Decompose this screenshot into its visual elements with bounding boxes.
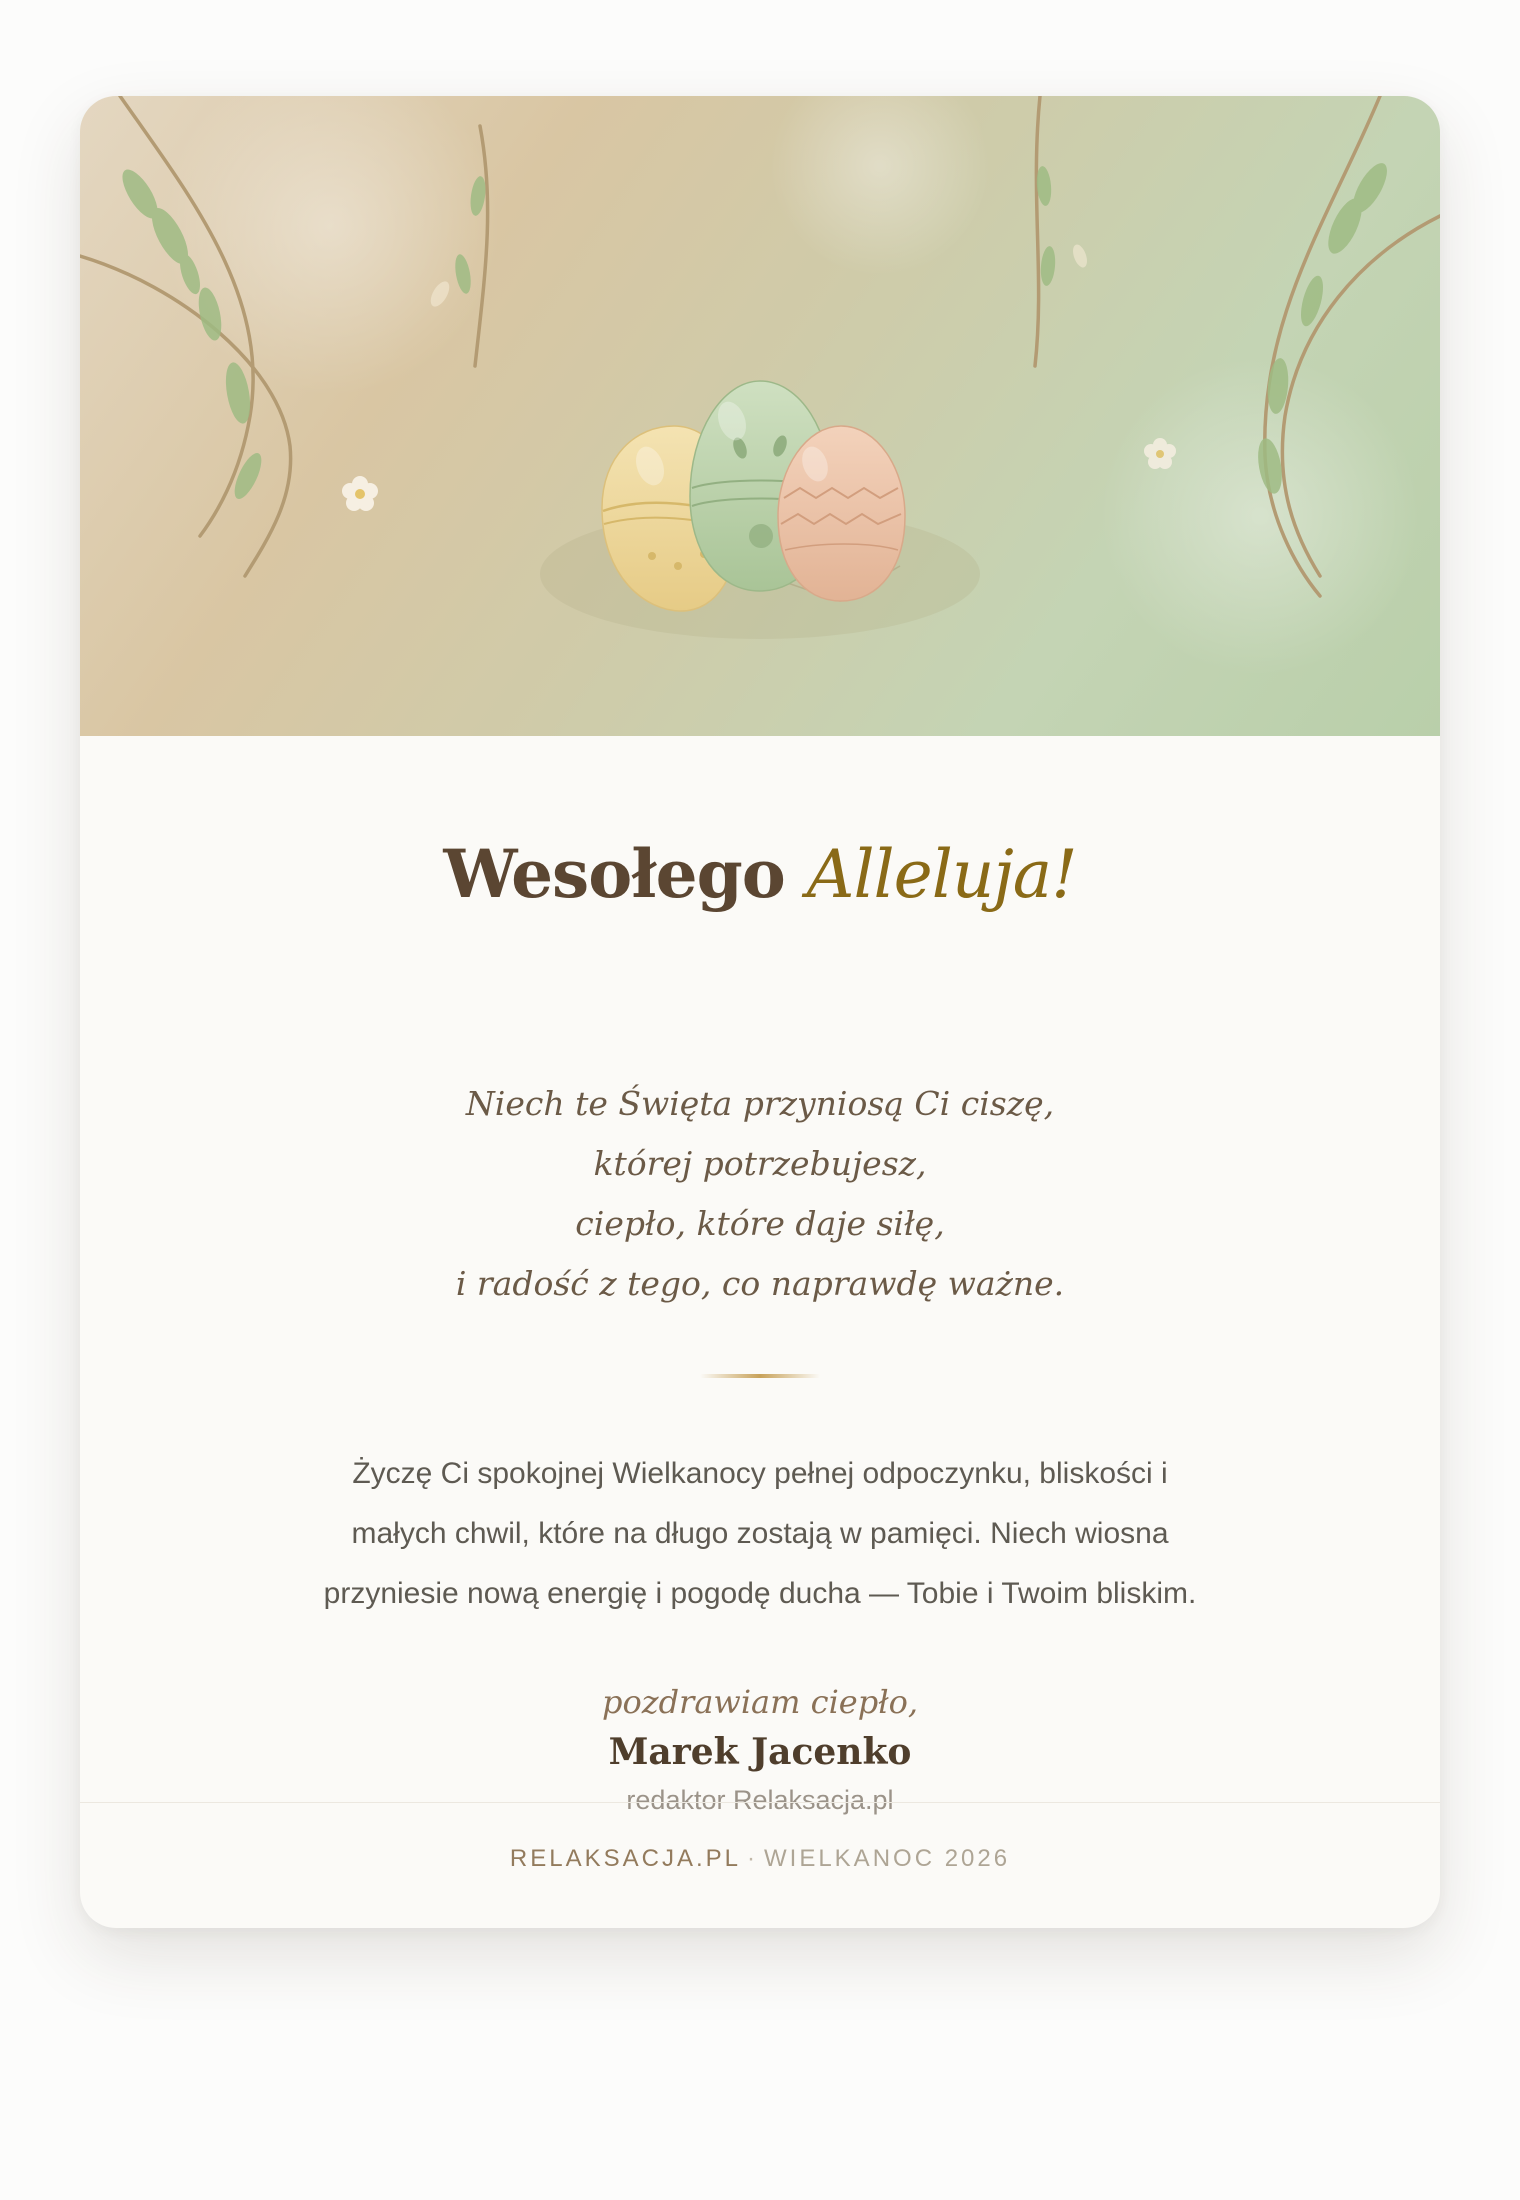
flower-icon: [342, 476, 378, 511]
easter-eggs-illustration: [80, 96, 1440, 736]
footer-row: [80, 1845, 1440, 1873]
poem: [80, 1074, 1440, 1314]
footer-brand: RELAKSACJA.PL: [509, 1845, 741, 1872]
signer-role: redaktor Relaksacja.pl: [626, 1785, 894, 1815]
poem-line: której potrzebujesz,: [593, 1144, 927, 1183]
title-main: Wesołego: [443, 835, 785, 913]
message: [260, 1444, 1260, 1624]
poem-line: Niech te Święta przyniosą Ci ciszę,: [465, 1084, 1055, 1123]
peach-egg-icon: [778, 426, 905, 601]
footer-event: WIELKANOC 2026: [764, 1845, 1011, 1872]
closing-greeting: pozdrawiam ciepło,: [601, 1683, 919, 1721]
poem-line: ciepło, które daje siłę,: [575, 1204, 945, 1243]
poem-line: i radość z tego, co naprawdę ważne.: [455, 1264, 1065, 1303]
greeting-card: [80, 96, 1440, 1928]
hero-illustration: [80, 96, 1440, 736]
message-line: przyniesie nową energię i pogodę ducha — Tobie i Twoim bliskim.: [323, 1577, 1197, 1610]
card-title: [80, 834, 1440, 915]
signer-name: Marek Jacenko: [608, 1731, 912, 1773]
message-line: Życzę Ci spokojnej Wielkanocy pełnej odpoczynku, bliskości i: [352, 1457, 1168, 1490]
footer: [80, 1802, 1440, 1928]
gold-divider: [700, 1374, 820, 1378]
title-accent: Alleluja!: [806, 836, 1077, 913]
footer-separator: ·: [747, 1845, 758, 1872]
message-line: małych chwil, które na długo zostają w pamięci. Niech wiosna: [351, 1517, 1169, 1550]
